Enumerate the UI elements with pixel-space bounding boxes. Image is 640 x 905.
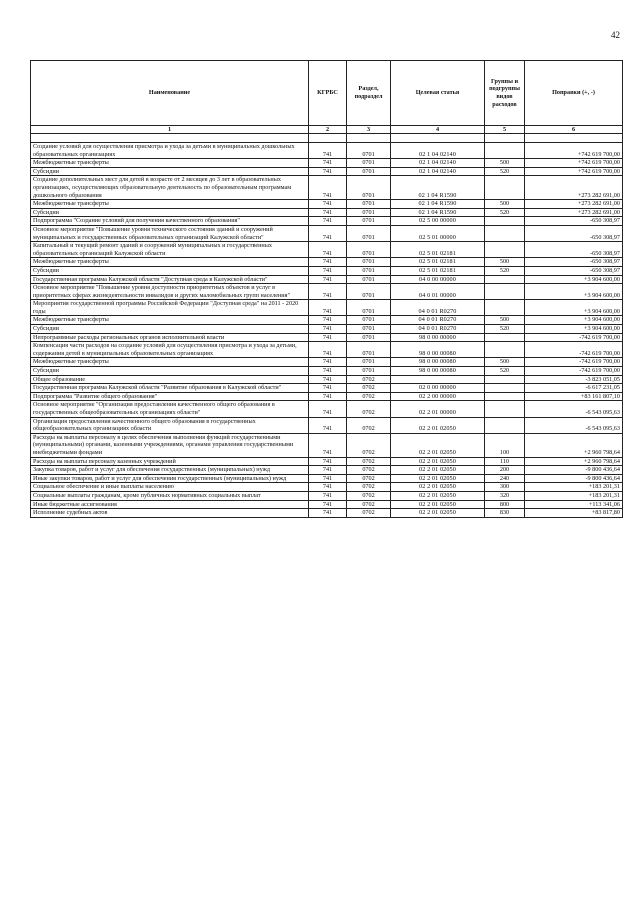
row-target: 02 2 01 02050 [391, 433, 485, 457]
row-amount: -6 617 231,05 [525, 384, 623, 393]
row-target: 02 5 00 00000 [391, 217, 485, 226]
row-section: 0702 [347, 384, 391, 393]
row-name: Исполнение судебных актов [31, 509, 309, 518]
row-section: 0701 [347, 225, 391, 241]
row-amount: -650 308,97 [525, 217, 623, 226]
row-name: Создание условий для осуществления присмотра и ухода за детьми в муниципальных дошкольных образовательных организациях [31, 143, 309, 159]
row-section: 0701 [347, 275, 391, 284]
row-amount: +83 817,80 [525, 509, 623, 518]
row-target: 02 2 01 02050 [391, 457, 485, 466]
row-name: Создание дополнительных мест для детей в возрасте от 2 месяцев до 3 лет в образовательных организациях, осуществляющих образовательную деятельность по образовательным программам дошкольного образования [31, 176, 309, 200]
row-section: 0701 [347, 342, 391, 358]
row-group: 520 [485, 167, 525, 176]
row-name: Социальное обеспечение и иные выплаты населению [31, 483, 309, 492]
table-row [31, 266, 623, 275]
row-kgrbs: 741 [309, 342, 347, 358]
table-row [31, 509, 623, 518]
row-target: 02 1 04 02140 [391, 159, 485, 168]
row-amount: +3 904 600,00 [525, 325, 623, 334]
row-group [485, 392, 525, 401]
row-target: 02 5 01 02181 [391, 242, 485, 258]
row-group: 520 [485, 367, 525, 376]
row-kgrbs: 741 [309, 217, 347, 226]
row-name: Общее образование [31, 375, 309, 384]
row-group: 520 [485, 208, 525, 217]
header-group: Группы и подгруппы видов расходов [485, 61, 525, 126]
row-group [485, 300, 525, 316]
row-target [391, 375, 485, 384]
table-row [31, 325, 623, 334]
row-section: 0701 [347, 358, 391, 367]
row-name: Основное мероприятие "Повышение уровня технического состояния зданий и сооружений муниципальных и государственных образовательных организаций Калужской области" [31, 225, 309, 241]
budget-table [30, 60, 623, 518]
row-group [485, 217, 525, 226]
row-target: 02 2 01 00000 [391, 401, 485, 417]
row-amount: +83 161 807,10 [525, 392, 623, 401]
row-kgrbs: 741 [309, 358, 347, 367]
row-section: 0702 [347, 466, 391, 475]
row-kgrbs: 741 [309, 300, 347, 316]
row-section: 0701 [347, 284, 391, 300]
row-kgrbs: 741 [309, 242, 347, 258]
table-row [31, 333, 623, 342]
row-target: 98 0 00 00080 [391, 342, 485, 358]
row-amount: -6 543 095,63 [525, 417, 623, 433]
row-target: 02 1 04 R1590 [391, 176, 485, 200]
row-section: 0701 [347, 143, 391, 159]
table-row [31, 284, 623, 300]
header-target: Целевая статья [391, 61, 485, 126]
row-name: Расходы на выплаты персоналу в целях обеспечения выполнения функций государственными (муниципальными) органами, казенными учреждениями, органами управления государственными внебюджетными фондами [31, 433, 309, 457]
table-row [31, 401, 623, 417]
row-name: Непрограммные расходы региональных органов исполнительной власти [31, 333, 309, 342]
table-row [31, 367, 623, 376]
row-name: Субсидии [31, 367, 309, 376]
row-target: 02 1 04 02140 [391, 167, 485, 176]
spacer-row [31, 134, 623, 143]
table-row [31, 375, 623, 384]
row-name: Компенсация части расходов на создание условий для осуществления присмотра и ухода за детьми, содержания детей в муниципальных образовательных организациях [31, 342, 309, 358]
row-section: 0702 [347, 474, 391, 483]
table-row [31, 500, 623, 509]
header-amount: Поправки (+, -) [525, 61, 623, 126]
row-target: 04 0 01 R0270 [391, 300, 485, 316]
row-section: 0702 [347, 433, 391, 457]
table-row [31, 159, 623, 168]
row-name: Субсидии [31, 167, 309, 176]
row-target: 02 5 01 02181 [391, 266, 485, 275]
row-target: 02 2 01 02050 [391, 509, 485, 518]
row-amount: +273 282 691,00 [525, 200, 623, 209]
row-target: 04 0 01 R0270 [391, 316, 485, 325]
row-section: 0701 [347, 208, 391, 217]
row-name: Мероприятия государственной программы Российской Федерации "Доступная среда" на 2011 - 2020 годы [31, 300, 309, 316]
table-row [31, 342, 623, 358]
row-amount: +273 282 691,00 [525, 208, 623, 217]
col-number: 2 [309, 126, 347, 134]
row-kgrbs: 741 [309, 433, 347, 457]
row-kgrbs: 741 [309, 316, 347, 325]
row-group [485, 176, 525, 200]
row-name: Иные бюджетные ассигнования [31, 500, 309, 509]
row-kgrbs: 741 [309, 384, 347, 393]
table-row [31, 258, 623, 267]
row-name: Социальные выплаты гражданам, кроме публичных нормативных социальных выплат [31, 491, 309, 500]
row-target: 04 0 01 R0270 [391, 325, 485, 334]
row-name: Государственная программа Калужской области "Доступная среда в Калужской области" [31, 275, 309, 284]
row-section: 0702 [347, 417, 391, 433]
row-kgrbs: 741 [309, 500, 347, 509]
row-name: Расходы на выплаты персоналу казенных учреждений [31, 457, 309, 466]
row-amount: +3 904 600,00 [525, 275, 623, 284]
row-section: 0702 [347, 509, 391, 518]
page-number: 42 [611, 30, 620, 40]
row-amount: -6 543 095,63 [525, 401, 623, 417]
table-row [31, 483, 623, 492]
row-target: 02 5 01 02181 [391, 258, 485, 267]
row-target: 02 2 01 02050 [391, 474, 485, 483]
row-group: 520 [485, 325, 525, 334]
row-group: 500 [485, 200, 525, 209]
row-section: 0702 [347, 401, 391, 417]
row-group [485, 375, 525, 384]
header-name: Наименование [31, 61, 309, 126]
row-kgrbs: 741 [309, 143, 347, 159]
row-group [485, 342, 525, 358]
row-target: 98 0 00 00080 [391, 358, 485, 367]
header-kgrbs: КГРБС [309, 61, 347, 126]
row-group: 500 [485, 159, 525, 168]
row-amount: -650 308,97 [525, 225, 623, 241]
row-group: 240 [485, 474, 525, 483]
row-group: 500 [485, 316, 525, 325]
row-kgrbs: 741 [309, 176, 347, 200]
row-target: 02 2 01 02050 [391, 483, 485, 492]
col-number: 1 [31, 126, 309, 134]
row-target: 02 1 04 R1590 [391, 208, 485, 217]
row-section: 0702 [347, 483, 391, 492]
table-row [31, 208, 623, 217]
table-row [31, 200, 623, 209]
row-target: 02 2 01 02050 [391, 491, 485, 500]
row-section: 0702 [347, 457, 391, 466]
row-amount: -9 800 436,64 [525, 474, 623, 483]
row-amount: +183 201,31 [525, 483, 623, 492]
header-section: Раздел, подраздел [347, 61, 391, 126]
row-group: 320 [485, 491, 525, 500]
row-target: 02 5 01 00000 [391, 225, 485, 241]
row-group: 520 [485, 266, 525, 275]
row-section: 0701 [347, 242, 391, 258]
table-row [31, 217, 623, 226]
row-amount: +742 619 700,00 [525, 159, 623, 168]
row-group: 110 [485, 457, 525, 466]
row-kgrbs: 741 [309, 167, 347, 176]
row-group [485, 417, 525, 433]
row-group [485, 401, 525, 417]
row-amount: -742 619 700,00 [525, 367, 623, 376]
row-target: 04 0 01 00000 [391, 284, 485, 300]
row-group [485, 225, 525, 241]
table-row [31, 275, 623, 284]
row-section: 0701 [347, 325, 391, 334]
row-kgrbs: 741 [309, 367, 347, 376]
row-amount: -650 308,97 [525, 266, 623, 275]
table-row [31, 457, 623, 466]
row-group: 200 [485, 466, 525, 475]
row-target: 02 2 01 02050 [391, 466, 485, 475]
row-name: Субсидии [31, 208, 309, 217]
row-kgrbs: 741 [309, 159, 347, 168]
row-amount: +742 619 700,00 [525, 143, 623, 159]
table-row [31, 143, 623, 159]
row-name: Субсидии [31, 325, 309, 334]
row-amount: +113 341,06 [525, 500, 623, 509]
row-amount: -650 308,97 [525, 258, 623, 267]
table-row [31, 474, 623, 483]
row-target: 04 0 00 00000 [391, 275, 485, 284]
table-row [31, 491, 623, 500]
table-row [31, 167, 623, 176]
row-kgrbs: 741 [309, 225, 347, 241]
row-kgrbs: 741 [309, 457, 347, 466]
row-section: 0702 [347, 375, 391, 384]
row-target: 98 0 00 00000 [391, 333, 485, 342]
row-kgrbs: 741 [309, 284, 347, 300]
row-kgrbs: 741 [309, 491, 347, 500]
row-section: 0701 [347, 159, 391, 168]
row-kgrbs: 741 [309, 474, 347, 483]
row-name: Межбюджетные трансферты [31, 316, 309, 325]
row-amount: +2 960 798,64 [525, 433, 623, 457]
table-row [31, 384, 623, 393]
row-name: Межбюджетные трансферты [31, 159, 309, 168]
row-target: 02 2 00 00000 [391, 392, 485, 401]
row-name: Закупка товаров, работ и услуг для обеспечения государственных (муниципальных) нужд [31, 466, 309, 475]
row-section: 0702 [347, 392, 391, 401]
row-section: 0702 [347, 500, 391, 509]
row-amount: +742 619 700,00 [525, 167, 623, 176]
row-amount: +3 904 600,00 [525, 300, 623, 316]
row-name: Организация предоставления качественного общего образования в государственных общеобразовательных организациях области [31, 417, 309, 433]
col-number: 4 [391, 126, 485, 134]
row-kgrbs: 741 [309, 509, 347, 518]
row-group: 300 [485, 483, 525, 492]
row-name: Межбюджетные трансферты [31, 358, 309, 367]
col-number: 3 [347, 126, 391, 134]
row-target: 02 1 04 R1590 [391, 200, 485, 209]
row-kgrbs: 741 [309, 466, 347, 475]
row-kgrbs: 741 [309, 325, 347, 334]
row-amount: +273 282 691,00 [525, 176, 623, 200]
row-amount: -650 308,97 [525, 242, 623, 258]
row-kgrbs: 741 [309, 333, 347, 342]
row-amount: -9 800 436,64 [525, 466, 623, 475]
row-name: Подпрограмма "Развитие общего образования" [31, 392, 309, 401]
row-group [485, 275, 525, 284]
row-kgrbs: 741 [309, 401, 347, 417]
table-row [31, 466, 623, 475]
row-name: Государственная программа Калужской области "Развитие образования в Калужской области" [31, 384, 309, 393]
row-section: 0701 [347, 300, 391, 316]
row-section: 0701 [347, 367, 391, 376]
table-row [31, 300, 623, 316]
row-section: 0701 [347, 167, 391, 176]
row-section: 0701 [347, 200, 391, 209]
row-name: Основное мероприятие "Повышение уровня доступности приоритетных объектов и услуг в приоритетных сферах жизнедеятельности инвалидов и других маломобильных групп населения" [31, 284, 309, 300]
row-group: 500 [485, 258, 525, 267]
row-group [485, 143, 525, 159]
row-kgrbs: 741 [309, 417, 347, 433]
row-name: Подпрограмма "Создание условий для получения качественного образования" [31, 217, 309, 226]
table-row [31, 176, 623, 200]
table-row [31, 358, 623, 367]
row-name: Межбюджетные трансферты [31, 200, 309, 209]
row-target: 02 0 00 00000 [391, 384, 485, 393]
row-section: 0701 [347, 176, 391, 200]
table-row [31, 242, 623, 258]
row-amount: +3 904 600,00 [525, 316, 623, 325]
col-number: 5 [485, 126, 525, 134]
row-target: 02 2 01 02050 [391, 417, 485, 433]
row-kgrbs: 741 [309, 483, 347, 492]
row-kgrbs: 741 [309, 200, 347, 209]
row-kgrbs: 741 [309, 266, 347, 275]
row-name: Капитальный и текущий ремонт зданий и сооружений муниципальных и государственных образовательных организаций Калужской области [31, 242, 309, 258]
row-target: 98 0 00 00080 [391, 367, 485, 376]
row-section: 0701 [347, 316, 391, 325]
row-amount: +183 201,31 [525, 491, 623, 500]
row-target: 02 1 04 02140 [391, 143, 485, 159]
row-target: 02 2 01 02050 [391, 500, 485, 509]
col-number: 6 [525, 126, 623, 134]
row-section: 0702 [347, 491, 391, 500]
row-kgrbs: 741 [309, 275, 347, 284]
row-group [485, 333, 525, 342]
row-amount: +2 960 798,64 [525, 457, 623, 466]
table-row [31, 433, 623, 457]
row-group: 100 [485, 433, 525, 457]
row-group [485, 242, 525, 258]
row-name: Основное мероприятие "Организация предоставления качественного общего образования в государственных общеобразовательных организациях области" [31, 401, 309, 417]
row-amount: -3 823 051,05 [525, 375, 623, 384]
row-kgrbs: 741 [309, 375, 347, 384]
row-group [485, 384, 525, 393]
row-name: Иные закупки товаров, работ и услуг для обеспечения государственных (муниципальных) нужд [31, 474, 309, 483]
row-amount: -742 619 700,00 [525, 333, 623, 342]
row-section: 0701 [347, 266, 391, 275]
row-amount: +3 904 600,00 [525, 284, 623, 300]
table-row [31, 417, 623, 433]
row-section: 0701 [347, 258, 391, 267]
row-group: 500 [485, 358, 525, 367]
row-kgrbs: 741 [309, 258, 347, 267]
row-kgrbs: 741 [309, 208, 347, 217]
row-name: Межбюджетные трансферты [31, 258, 309, 267]
row-name: Субсидии [31, 266, 309, 275]
row-group: 830 [485, 509, 525, 518]
table-row [31, 316, 623, 325]
row-group [485, 284, 525, 300]
row-amount: -742 619 700,00 [525, 342, 623, 358]
table-row [31, 225, 623, 241]
row-section: 0701 [347, 333, 391, 342]
row-section: 0701 [347, 217, 391, 226]
row-amount: -742 619 700,00 [525, 358, 623, 367]
row-group: 800 [485, 500, 525, 509]
table-row [31, 392, 623, 401]
row-kgrbs: 741 [309, 392, 347, 401]
